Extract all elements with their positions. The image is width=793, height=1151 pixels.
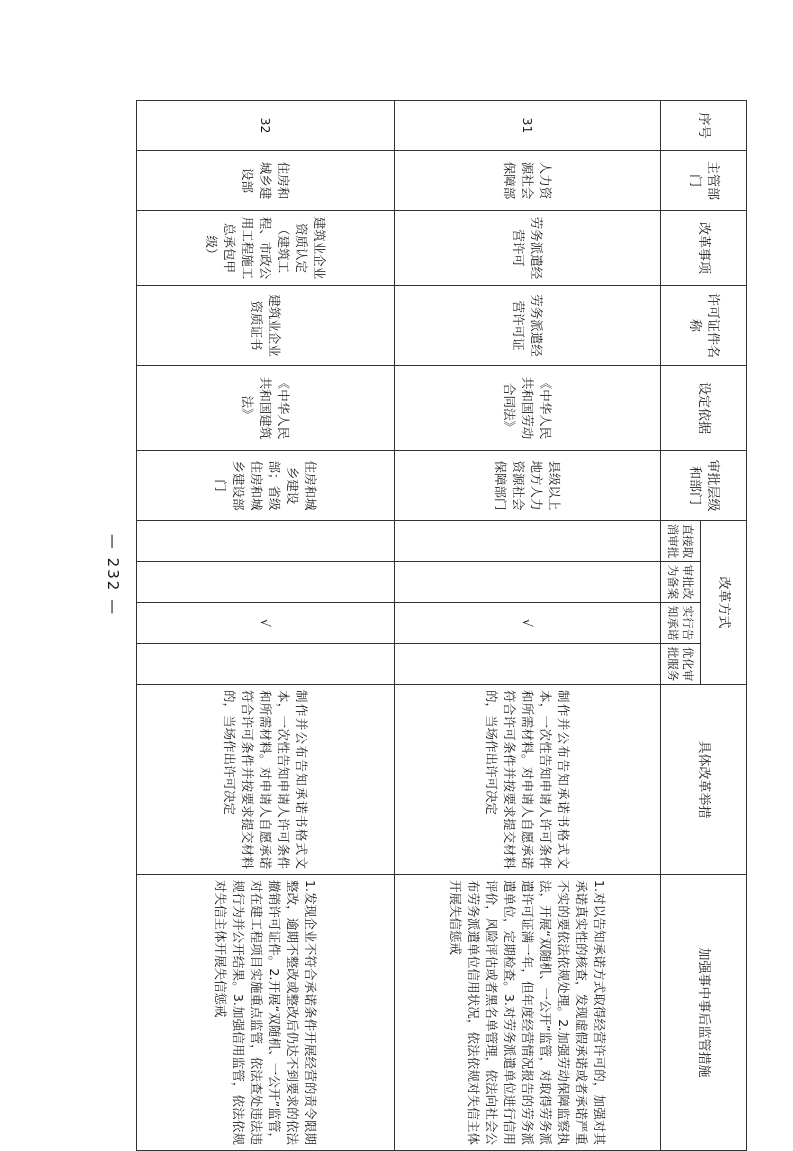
header-item: 改革事项 xyxy=(660,211,746,286)
cell-license: 劳务派遣经营许可证 xyxy=(394,286,660,366)
cell-mode-cancel xyxy=(136,521,394,562)
header-mode-notify: 实行告知承诺 xyxy=(660,603,700,644)
header-mode-optimize: 优化审批服务 xyxy=(660,644,700,685)
cell-mode-cancel xyxy=(394,521,660,562)
cell-seq: 31 xyxy=(394,101,660,151)
check-mark: √ xyxy=(394,603,660,644)
page-number: — 232 — xyxy=(103,533,122,617)
header-mode: 改革方式 xyxy=(700,521,746,685)
cell-item: 劳务派遣经营许可 xyxy=(394,211,660,286)
cell-level: 县级以上地方人力资源社会保障部门 xyxy=(394,451,660,521)
header-mode-cancel: 直接取消审批 xyxy=(660,521,700,562)
header-license: 许可证件名称 xyxy=(660,286,746,366)
check-mark: √ xyxy=(136,603,394,644)
cell-basis: 《中华人民共和国建筑法》 xyxy=(136,366,394,451)
cell-mode-record xyxy=(394,562,660,603)
cell-mode-record xyxy=(136,562,394,603)
cell-level: 住房和城乡建设部；省级住房和城乡建设部门 xyxy=(136,451,394,521)
cell-supervision: 1.发现企业不符合承诺条件开展经营的责令限期整改，逾期不整改或整改后仍达不到要求的依法撤销许可证件。2.开展“双随机、一公开”监管，对在建工程项目实施重点监管，依法查处违法违规行为并公开结果。3.加强信用监管，依法依规对失信主体开展失信惩戒 xyxy=(136,875,394,1151)
reform-table xyxy=(136,100,747,1151)
cell-mode-optimize xyxy=(394,644,660,685)
header-level: 审批层级和部门 xyxy=(660,451,746,521)
cell-dept: 人力资源社会保障部 xyxy=(394,151,660,211)
header-seq: 序号 xyxy=(660,101,746,151)
table-row xyxy=(394,101,660,1151)
cell-seq: 32 xyxy=(136,101,394,151)
cell-basis: 《中华人民共和国劳动合同法》 xyxy=(394,366,660,451)
header-mode-record: 审批改为备案 xyxy=(660,562,700,603)
table-row xyxy=(136,101,394,1151)
cell-license: 建筑业企业资质证书 xyxy=(136,286,394,366)
header-dept: 主管部门 xyxy=(660,151,746,211)
cell-dept: 住房和城乡建设部 xyxy=(136,151,394,211)
header-measures: 具体改革举措 xyxy=(660,685,746,875)
header-basis: 设定依据 xyxy=(660,366,746,451)
rotated-page xyxy=(47,100,747,1146)
header-supervision: 加强事中事后监管措施 xyxy=(660,875,746,1151)
cell-measures: 制作并公布告知承诺书格式文本，一次性告知申请人许可条件和所需材料。对申请人自愿承诺符合许可条件并按要求提交材料的，当场作出许可决定 xyxy=(394,685,660,875)
cell-mode-optimize xyxy=(136,644,394,685)
cell-measures: 制作并公布告知承诺书格式文本，一次性告知申请人许可条件和所需材料。对申请人自愿承诺符合许可条件并按要求提交材料的，当场作出许可决定 xyxy=(136,685,394,875)
cell-item: 建筑业企业资质认定（建筑工程、市政公用工程施工总承包甲级） xyxy=(136,211,394,286)
cell-supervision: 1.对以告知承诺方式取得经营许可的，加强对其承诺真实性的核查，发现虚假承诺或者承诺严重不实的要依法依规处理。2.加强劳动保障监察执法，开展“双随机、一公开”监管，对取得劳务派遣许可证满一年，但年度经营情况报告的劳务派遣单位，定期检查。3.对劳务派遣单位进行信用评价，风险评估或者黑名单管理，依法向社会公布劳务派遣单位信用状况，依法依规对失信主体开展失信惩戒 xyxy=(394,875,660,1151)
